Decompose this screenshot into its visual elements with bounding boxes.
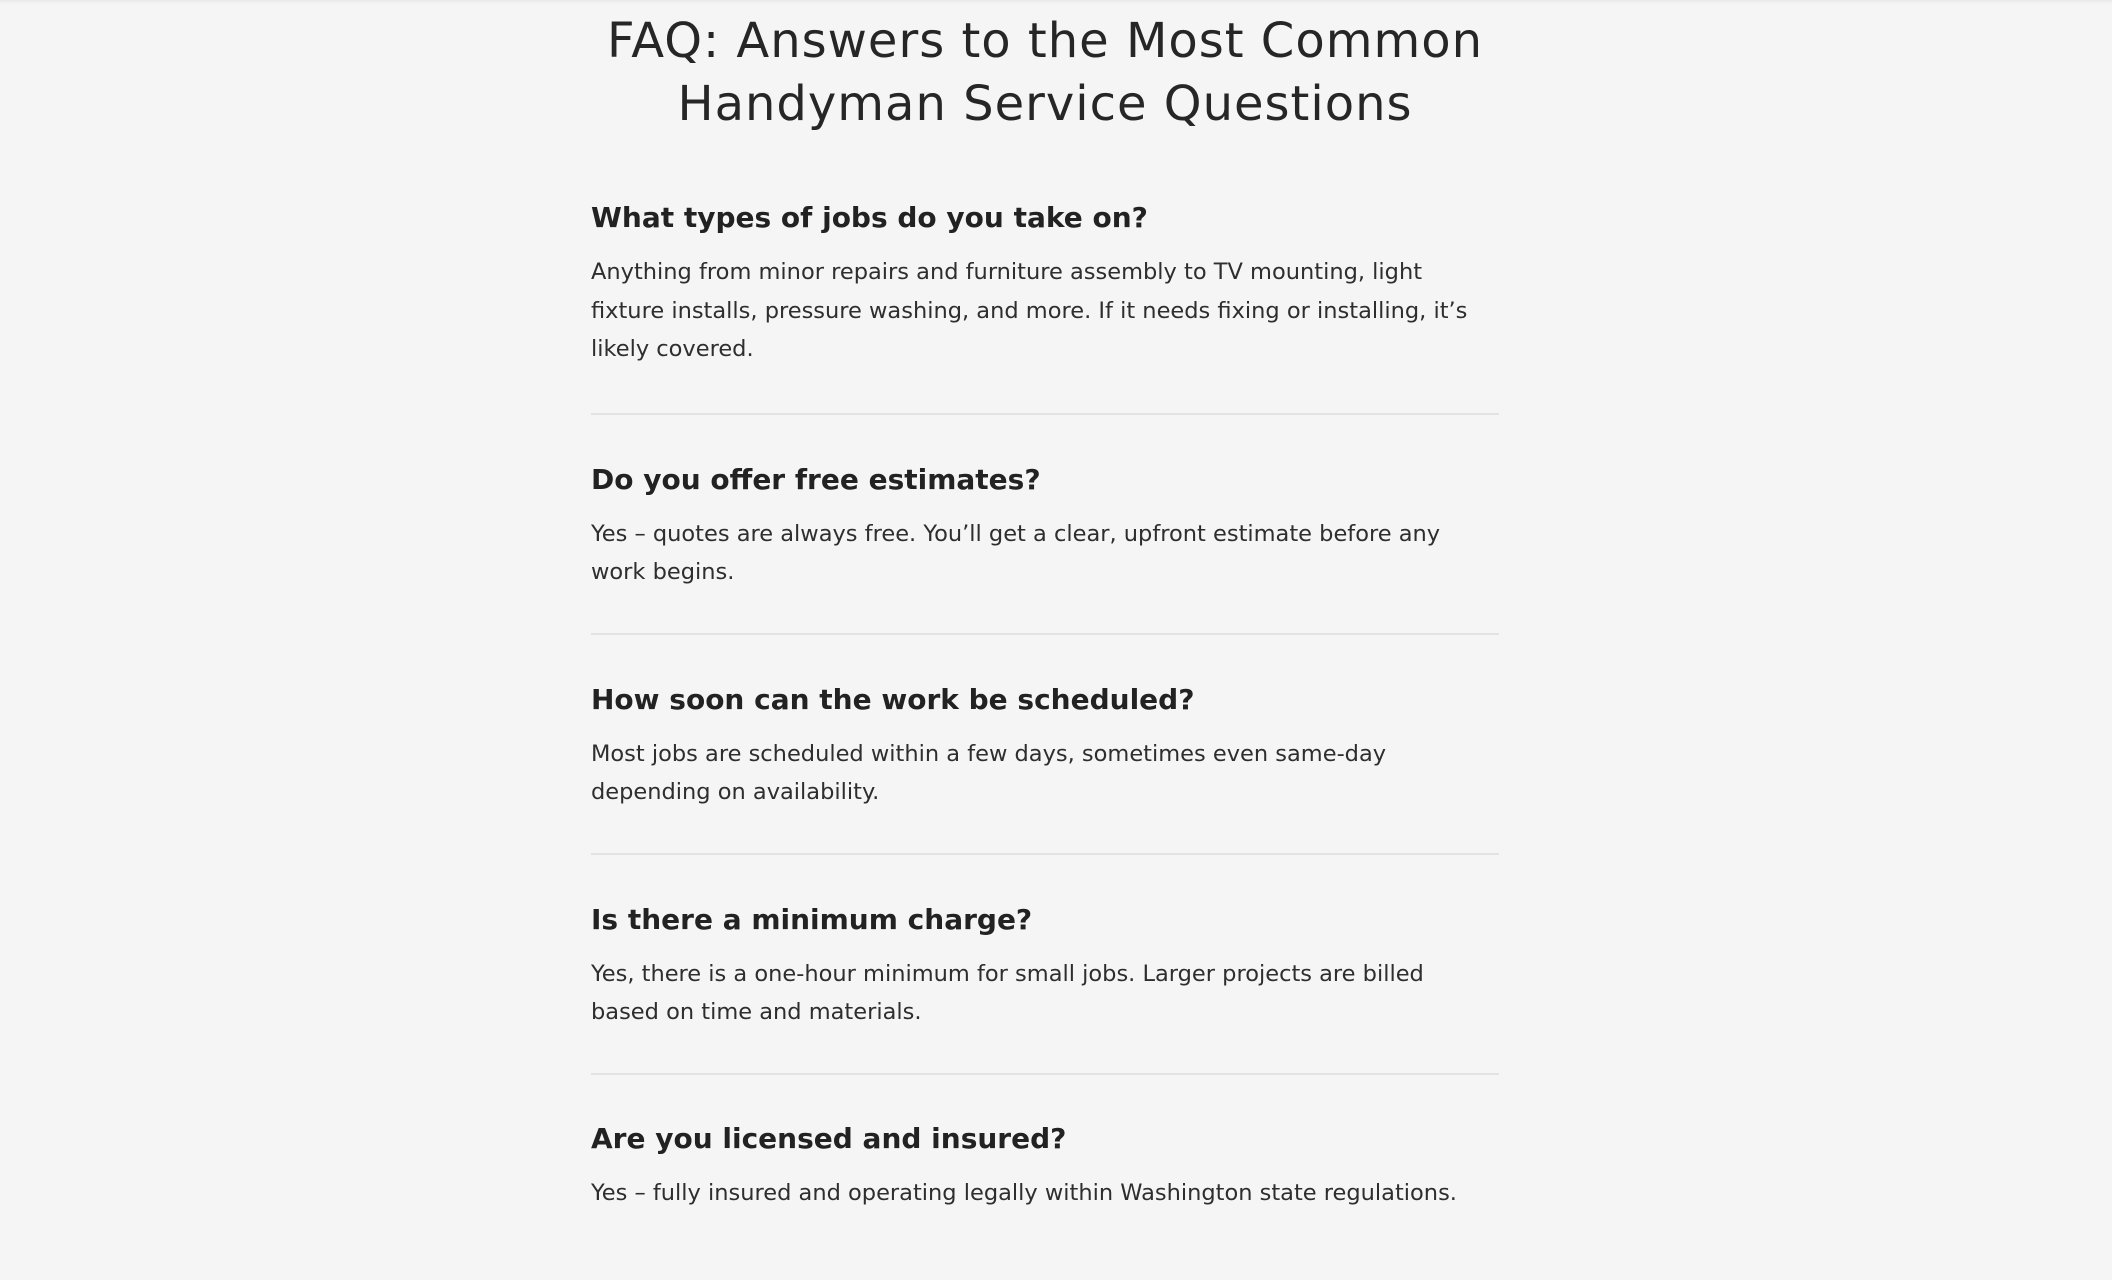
faq-answer: Anything from minor repairs and furniture assembly to TV mounting, light fixture installs, pressure washing, and more. If it needs fixing or installing, it’s likely covered. [591, 259, 1468, 362]
faq-question: How soon can the work be scheduled? [591, 682, 1195, 716]
faq-question: Is there a minimum charge? [591, 902, 1033, 936]
faq-answer: Yes, there is a one-hour minimum for small jobs. Larger projects are billed based on time and materials. [591, 960, 1424, 1025]
faq-item-free-estimates [591, 415, 1499, 635]
faq-list [591, 199, 1499, 1212]
page-title: FAQ: Answers to the Most Common Handyman Service Questions [607, 13, 1483, 132]
faq-answer: Yes – fully insured and operating legally within Washington state regulations. [591, 1179, 1457, 1206]
faq-question: What types of jobs do you take on? [591, 201, 1148, 234]
faq-question: Do you offer free estimates? [591, 462, 1041, 496]
faq-item-scheduling [591, 635, 1499, 855]
faq-section [591, 0, 1499, 1212]
faq-answer: Most jobs are scheduled within a few days, sometimes even same-day depending on availability. [591, 740, 1387, 805]
faq-item-minimum-charge [591, 855, 1499, 1075]
faq-question: Are you licensed and insured? [591, 1121, 1067, 1155]
faq-item-licensed-insured [591, 1075, 1499, 1213]
faq-item-job-types [591, 199, 1499, 415]
faq-answer: Yes – quotes are always free. You’ll get a clear, upfront estimate before any work begins. [591, 520, 1441, 585]
